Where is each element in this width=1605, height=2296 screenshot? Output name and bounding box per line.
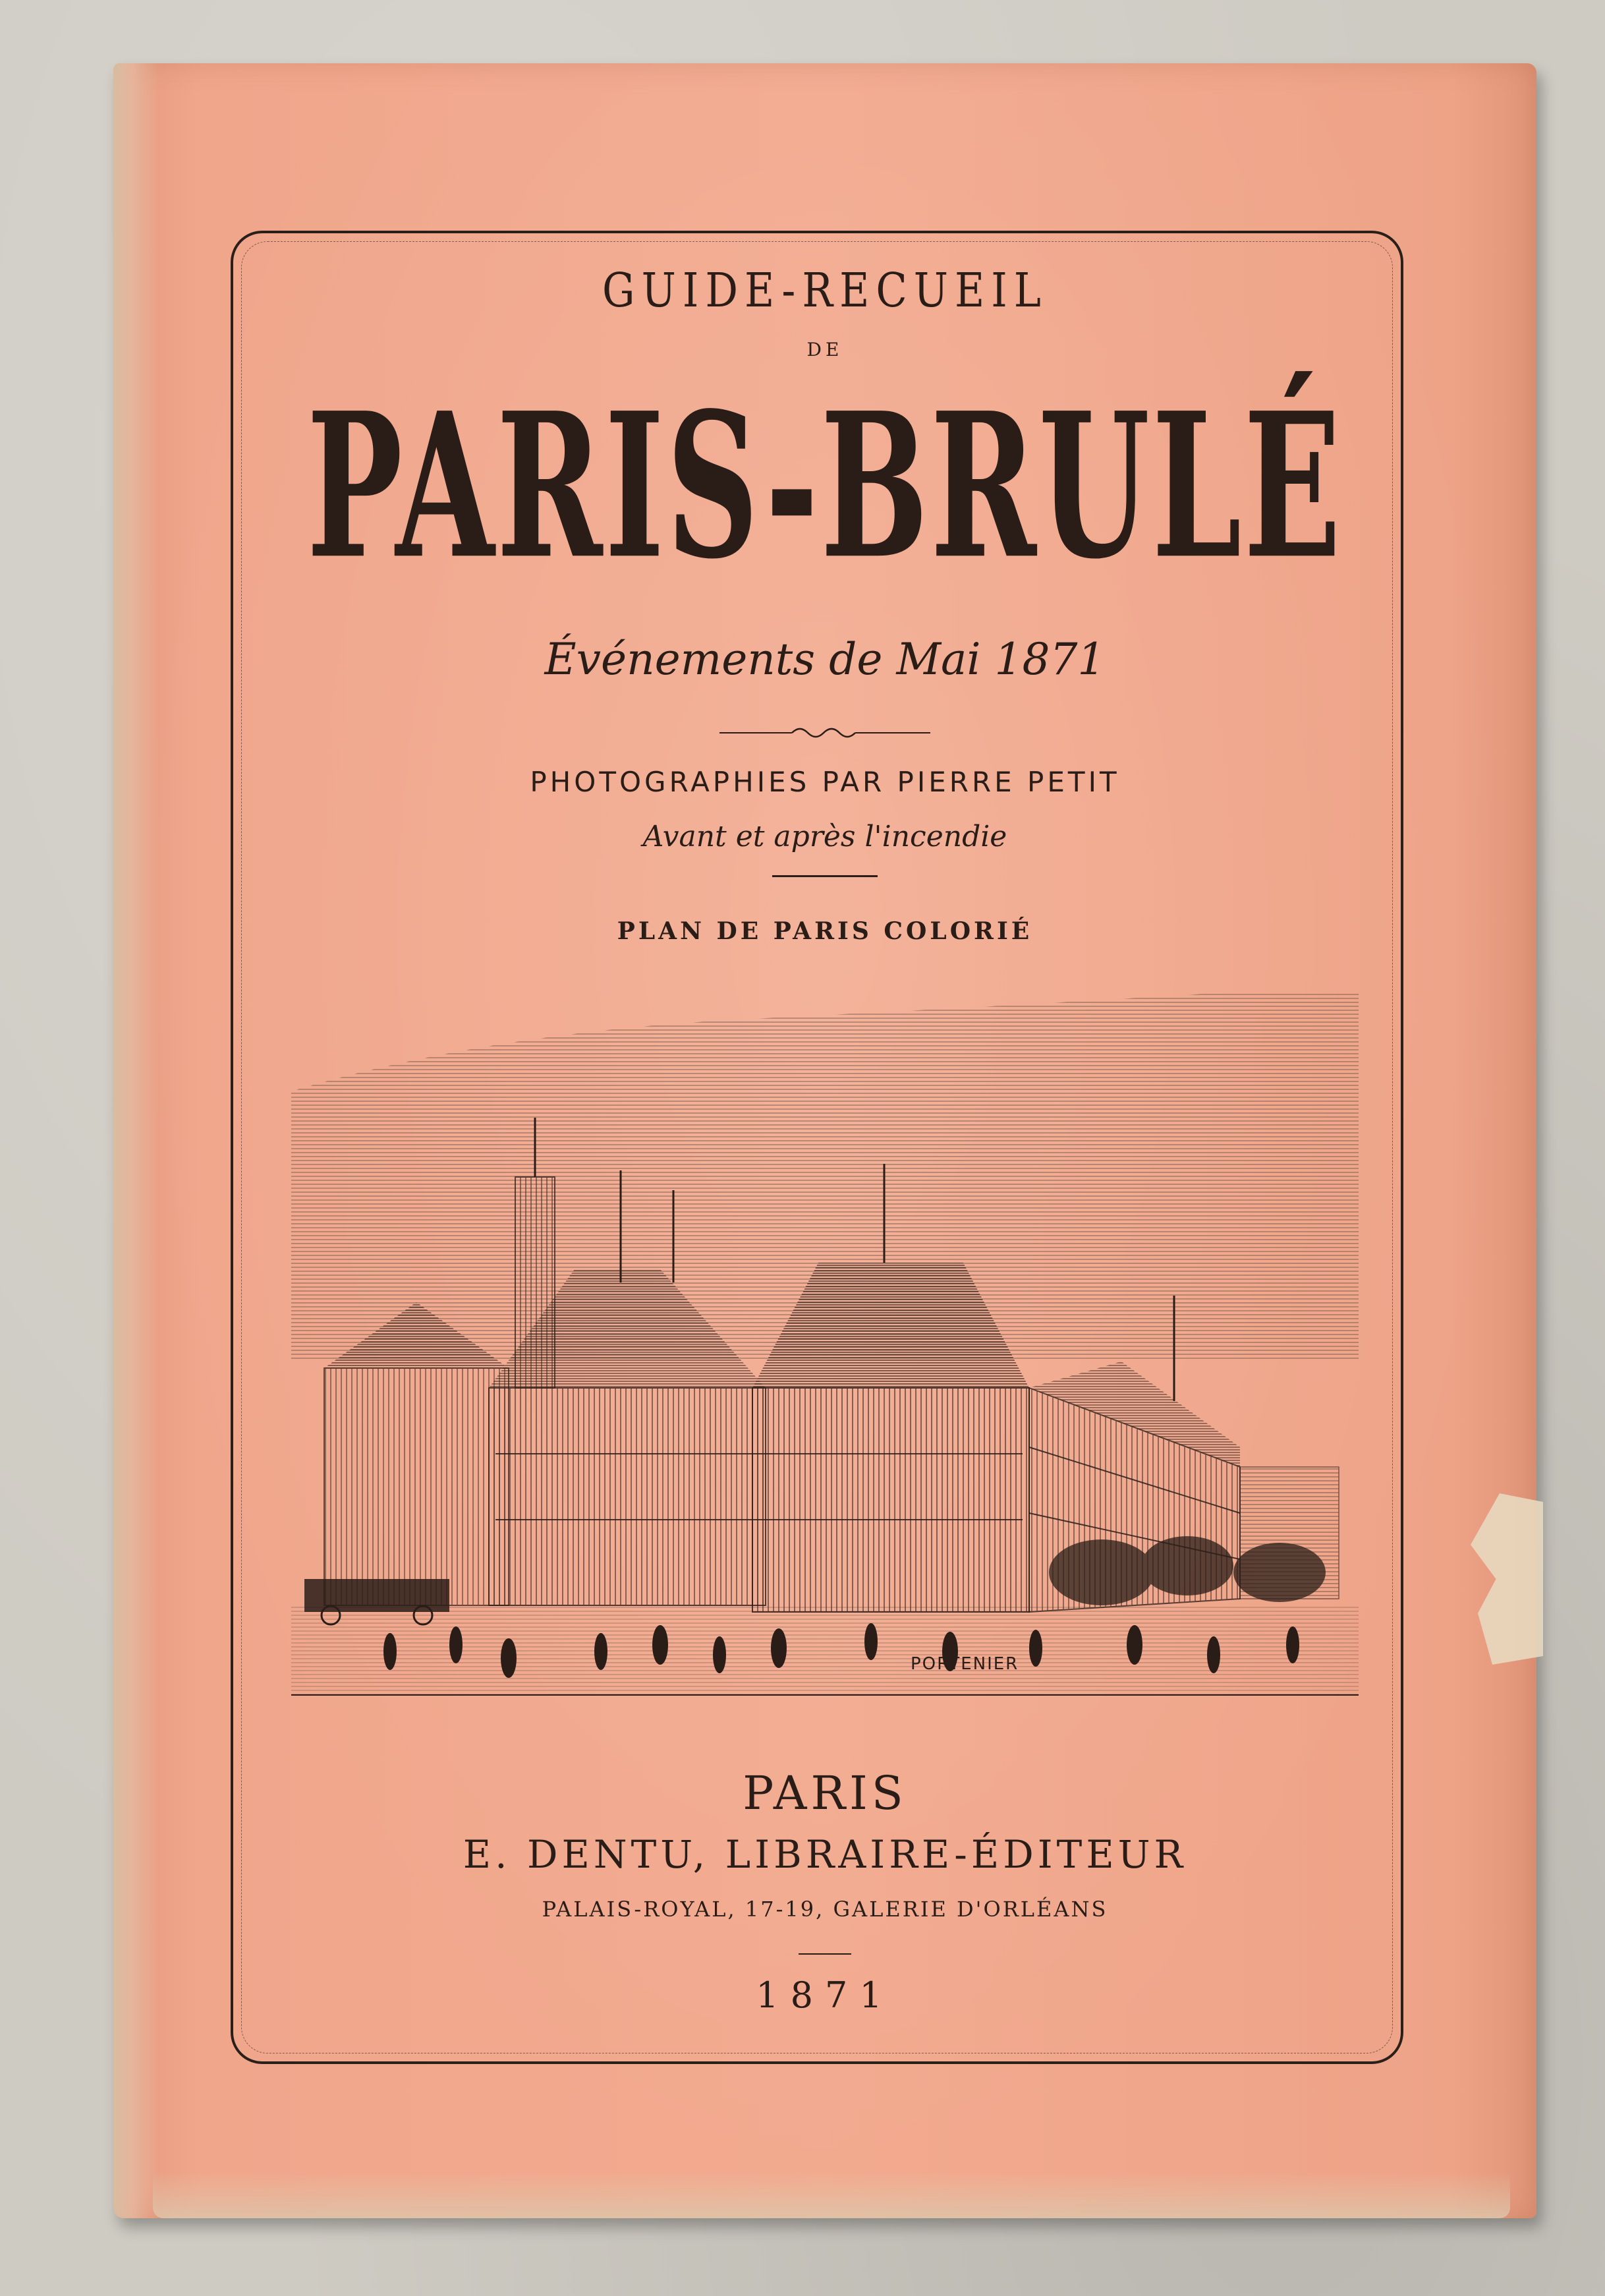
- publication-year: 1871: [756, 1974, 894, 2016]
- bottom-edge-wear: [153, 2172, 1510, 2218]
- main-title: PARIS-BRULÉ: [306, 368, 1343, 603]
- spine-wear: [113, 63, 159, 2218]
- avant-apres-line: Avant et après l'incendie: [642, 820, 1007, 853]
- book-cover: [113, 63, 1536, 2218]
- de-line: DE: [806, 339, 843, 360]
- photographies-line: PHOTOGRAPHIES PAR PIERRE PETIT: [530, 766, 1120, 798]
- imprint-city: PARIS: [743, 1766, 907, 1820]
- hotel-de-ville-engraving: [291, 992, 1359, 1698]
- publisher-name: E. DENTU, LIBRAIRE-ÉDITEUR: [463, 1832, 1187, 1877]
- plan-de-paris-line: PLAN DE PARIS COLORIÉ: [617, 917, 1033, 945]
- publisher-address: PALAIS-ROYAL, 17-19, GALERIE D'ORLÉANS: [542, 1897, 1108, 1922]
- short-rule: [772, 875, 878, 877]
- right-edge-tear: [1471, 1493, 1543, 1665]
- guide-recueil-heading: GUIDE-RECUEIL: [602, 262, 1048, 318]
- engraver-signature: PORTENIER: [911, 1654, 1019, 1674]
- year-rule: [799, 1953, 851, 1955]
- flourish-ornament-icon: [719, 724, 930, 742]
- subtitle-evenements: Événements de Mai 1871: [544, 634, 1106, 685]
